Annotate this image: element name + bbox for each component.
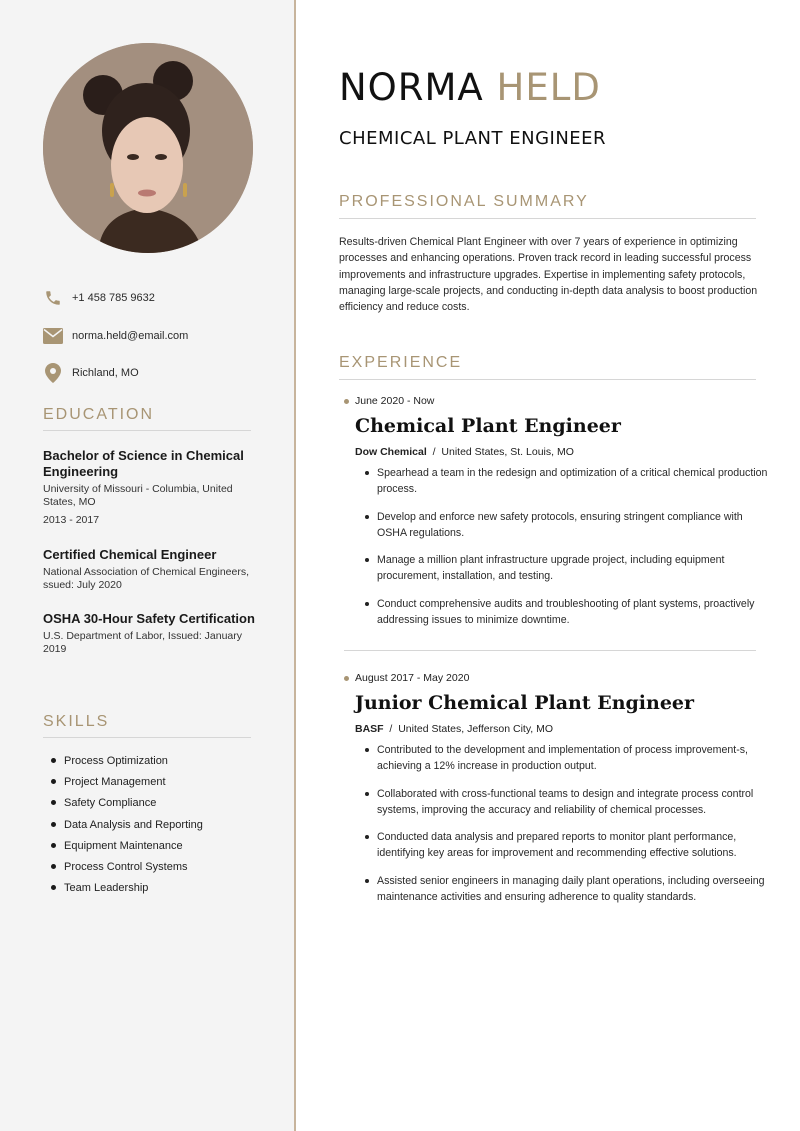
job-role: Junior Chemical Plant Engineer (355, 692, 695, 714)
job-bullets (377, 742, 772, 916)
skill-item: Process Optimization (50, 753, 203, 774)
skill-item: Safety Compliance (50, 795, 203, 816)
full-name (339, 66, 601, 109)
education-institution: U.S. Department of Labor, Issued: January 2019 (43, 630, 243, 655)
job-bullet: Conducted data analysis and prepared reports to monitor plant performance, identifying key areas for improvement and recommending effective solutions. (377, 829, 772, 862)
summary-heading: PROFESSIONAL SUMMARY (339, 193, 756, 219)
phone-text: +1 458 785 9632 (72, 292, 155, 304)
contact-email (43, 325, 188, 347)
education-title: Certified Chemical Engineer (43, 547, 217, 562)
skill-item: Data Analysis and Reporting (50, 817, 203, 838)
job-date-text: June 2020 - Now (355, 395, 435, 407)
job-date-text: August 2017 - May 2020 (355, 672, 470, 684)
summary-text: Results-driven Chemical Plant Engineer with over 7 years of experience in optimizing processes and enhancing operations. Proven track record in leading successful process improvements and infrastructure upgrades. Expertise in implementing safety protocols, managing large-scale projects, and conducting in-depth data analysis to boost production efficiency and reduce costs. (339, 236, 758, 314)
job-role: Chemical Plant Engineer (355, 415, 621, 437)
job-bullet: Manage a million plant infrastructure upgrade project, including equipment procurement, installation, and testing. (377, 552, 772, 585)
skills-heading: SKILLS (43, 713, 251, 738)
education-institution: National Association of Chemical Engineers, ssued: July 2020 (43, 566, 250, 591)
skill-item: Process Control Systems (50, 859, 203, 880)
experience-heading: EXPERIENCE (339, 354, 756, 380)
job-company (355, 446, 574, 458)
company-location: United States, Jefferson City, MO (398, 723, 554, 735)
education-heading: EDUCATION (43, 406, 251, 431)
education-date: 2013 - 2017 (43, 514, 100, 526)
job-bullets (377, 465, 772, 639)
company-location: United States, St. Louis, MO (441, 446, 574, 458)
education-institution: University of Missouri - Columbia, United States, MO (43, 483, 233, 508)
job-company (355, 723, 553, 735)
job-bullet: Spearhead a team in the redesign and optimization of a critical chemical production process. (377, 465, 772, 498)
job-bullet: Conduct comprehensive audits and troubleshooting of plant systems, proactively addressing issues to minimize downtime. (377, 596, 772, 629)
job-date (344, 395, 434, 407)
skill-item: Equipment Maintenance (50, 838, 203, 859)
first-name: NORMA (339, 66, 484, 109)
mail-icon (43, 326, 63, 346)
education-title: OSHA 30-Hour Safety Certification (43, 611, 255, 626)
company-separator: / (429, 446, 439, 458)
job-bullet: Collaborated with cross-functional teams to design and integrate process control systems, improving the accuracy and reliability of chemical processes. (377, 786, 772, 819)
email-text: norma.held@email.com (72, 330, 189, 342)
location-pin-icon (43, 363, 63, 383)
company-name: Dow Chemical (355, 446, 427, 458)
education-item (43, 547, 255, 592)
skills-list (50, 753, 203, 901)
profile-photo (43, 43, 253, 253)
job-bullet: Contributed to the development and implementation of process improvement-s, achieving a 12% increase in production output. (377, 742, 772, 775)
education-title: Bachelor of Science in Chemical Engineering (43, 448, 244, 479)
timeline-dot (344, 399, 349, 404)
education-item (43, 448, 255, 526)
contact-phone (43, 287, 155, 309)
job-bullet: Assisted senior engineers in managing daily plant operations, including overseeing maintenance activities and ensuring adherence to quality standards. (377, 873, 772, 906)
education-item (43, 611, 255, 656)
company-separator: / (386, 723, 396, 735)
contact-location (43, 362, 139, 384)
skill-item: Team Leadership (50, 880, 203, 901)
location-text: Richland, MO (72, 367, 139, 379)
job-separator (344, 650, 756, 651)
company-name: BASF (355, 723, 384, 735)
column-divider (294, 0, 296, 1131)
job-title: CHEMICAL PLANT ENGINEER (339, 128, 607, 149)
job-date (344, 672, 469, 684)
phone-icon (43, 288, 63, 308)
job-bullet: Develop and enforce new safety protocols, ensuring stringent compliance with OSHA regulations. (377, 509, 772, 542)
skill-item: Project Management (50, 774, 203, 795)
last-name: HELD (496, 66, 601, 109)
timeline-dot (344, 676, 349, 681)
